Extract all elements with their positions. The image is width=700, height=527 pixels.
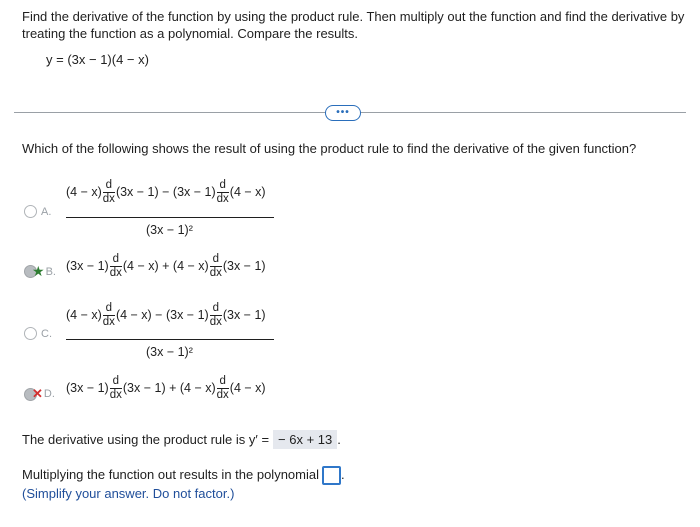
option-c-denominator: (3x − 1)² [146,345,193,359]
more-dots-icon: ••• [336,107,350,118]
option-a-numerator: (4 − x) $\frac{d}{dx}$ (3x − 1) − (3x − 1) $\frac{d}{dx}$ (4 − x) [66,179,266,205]
radio-icon [24,205,37,218]
option-d-expression: (3x − 1) $\frac{d}{dx}$ (3x − 1) + (4 − x) $\frac{d}{dx}$ (4 − x) [66,375,266,401]
derivative-operator: $\frac{d}{dx}$ [216,179,229,205]
option-a-radio[interactable] [24,205,51,218]
question-text: Which of the following shows the result of using the product rule to find the derivative of the given function? [22,141,637,156]
derivative-operator: $\frac{d}{dx}$ [109,375,122,401]
option-c-radio[interactable] [24,327,52,340]
option-b-expression: (3x − 1) $\frac{d}{dx}$ (4 − x) + (4 − x) $\frac{d}{dx}$ (3x − 1) [66,253,266,279]
derivative-operator: $\frac{d}{dx}$ [102,302,115,328]
option-letter: A. [41,205,52,218]
derivative-answer-line: The derivative using the product rule is y′ = − 6x + 13 . [22,432,341,447]
polynomial-prompt: Multiplying the function out results in the polynomial . [22,466,345,485]
derivative-operator: $\frac{d}{dx}$ [209,302,222,328]
option-b-radio[interactable] [24,263,56,280]
expand-button[interactable] [325,105,361,121]
problem-instructions: Find the derivative of the function by using the product rule. Then multiply out the function and find the derivative by treating the function as a polynomial. Compare the results. [22,9,685,41]
fraction-bar [66,217,274,218]
derivative-operator: $\frac{d}{dx}$ [102,179,115,205]
polynomial-answer-input[interactable] [322,466,341,485]
fraction-bar [66,339,274,340]
derivative-answer-field[interactable]: − 6x + 13 [273,430,337,449]
simplify-note: (Simplify your answer. Do not factor.) [22,486,235,501]
x-mark-icon: ✕ [32,386,43,401]
derivative-operator: $\frac{d}{dx}$ [216,375,229,401]
function-expression: y = (3x − 1)(4 − x) [46,52,149,67]
option-letter: C. [41,327,52,340]
derivative-operator: $\frac{d}{dx}$ [209,253,222,279]
option-letter: D. [43,388,55,400]
derivative-operator: $\frac{d}{dx}$ [109,253,122,279]
radio-icon [24,327,37,340]
option-letter: B. [45,265,56,278]
option-c-numerator: (4 − x) $\frac{d}{dx}$ (4 − x) − (3x − 1) $\frac{d}{dx}$ (3x − 1) [66,302,266,328]
option-a-denominator: (3x − 1)² [146,223,193,237]
star-icon: ★ [32,263,45,279]
option-d-radio[interactable] [24,386,55,402]
